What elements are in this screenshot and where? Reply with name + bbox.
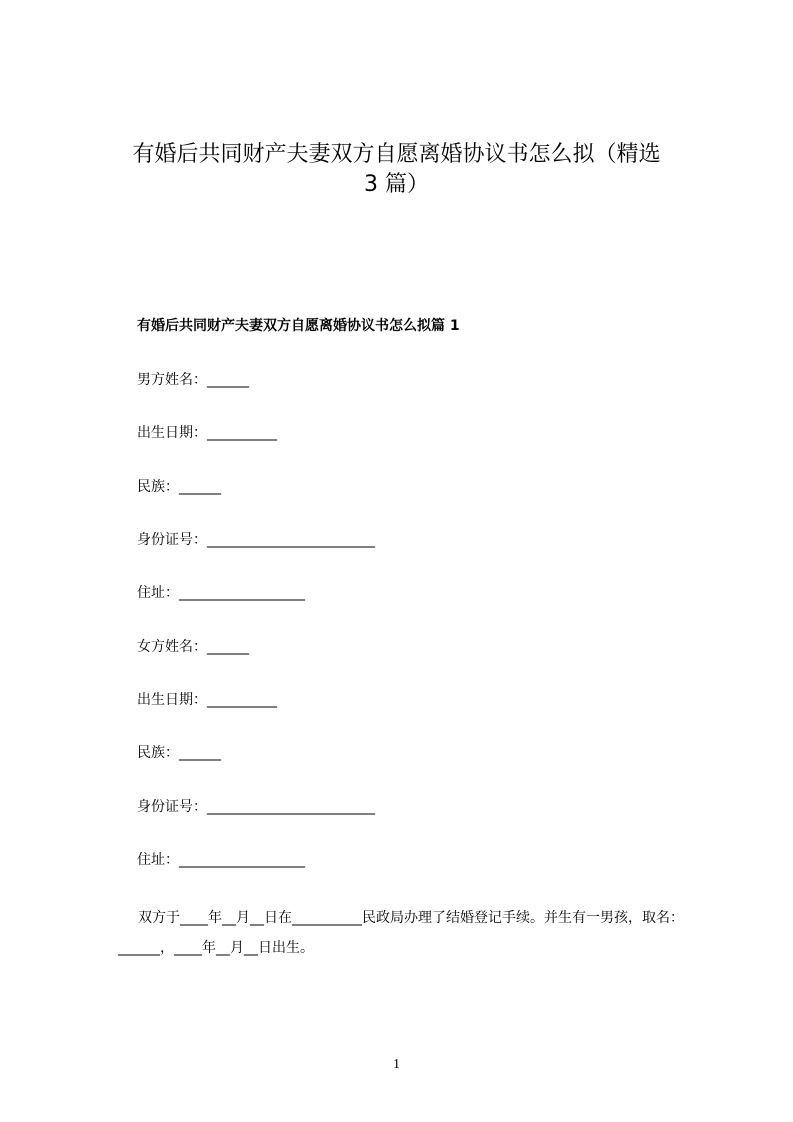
field-female-birthdate: [137, 690, 277, 710]
field-female-name: [137, 637, 249, 657]
document-title: [96, 140, 697, 200]
field-blank: ______: [207, 639, 249, 655]
document-title-line-2: 3 篇）: [364, 172, 429, 197]
field-label: 住址：: [137, 852, 179, 868]
field-blank: ________________________: [207, 532, 375, 548]
field-male-ethnicity: [137, 477, 221, 497]
section-heading: 有婚后共同财产夫妻双方自愿离婚协议书怎么拟篇 1: [137, 318, 460, 334]
field-label: 出生日期：: [137, 425, 207, 441]
field-blank: ______: [179, 479, 221, 495]
document-title-line-1: 有婚后共同财产夫妻双方自愿离婚协议书怎么拟（精选: [132, 142, 661, 167]
field-male-id-number: [137, 530, 375, 550]
field-male-birthdate: [137, 423, 277, 443]
field-label: 住址：: [137, 585, 179, 601]
page-number: 1: [393, 1057, 400, 1072]
field-blank: __________: [207, 425, 277, 441]
field-label: 女方姓名：: [137, 639, 207, 655]
field-blank: ________________________: [207, 799, 375, 815]
field-blank: __________________: [179, 852, 305, 868]
field-female-ethnicity: [137, 743, 221, 763]
field-label: 民族：: [137, 479, 179, 495]
field-blank: ______: [207, 372, 249, 388]
marriage-registration-paragraph: 双方于____年__月__日在__________民政局办理了结婚登记手续。并生有一男孩，取名：______，____年__月__日出生。: [118, 910, 684, 956]
field-blank: __________________: [179, 585, 305, 601]
field-label: 身份证号：: [137, 532, 207, 548]
field-blank: ______: [179, 745, 221, 761]
field-blank: __________: [207, 692, 277, 708]
field-female-id-number: [137, 797, 375, 817]
field-label: 出生日期：: [137, 692, 207, 708]
field-label: 男方姓名：: [137, 372, 207, 388]
field-male-name: [137, 370, 249, 390]
field-label: 身份证号：: [137, 799, 207, 815]
field-female-address: [137, 850, 305, 870]
field-male-address: [137, 583, 305, 603]
field-label: 民族：: [137, 745, 179, 761]
